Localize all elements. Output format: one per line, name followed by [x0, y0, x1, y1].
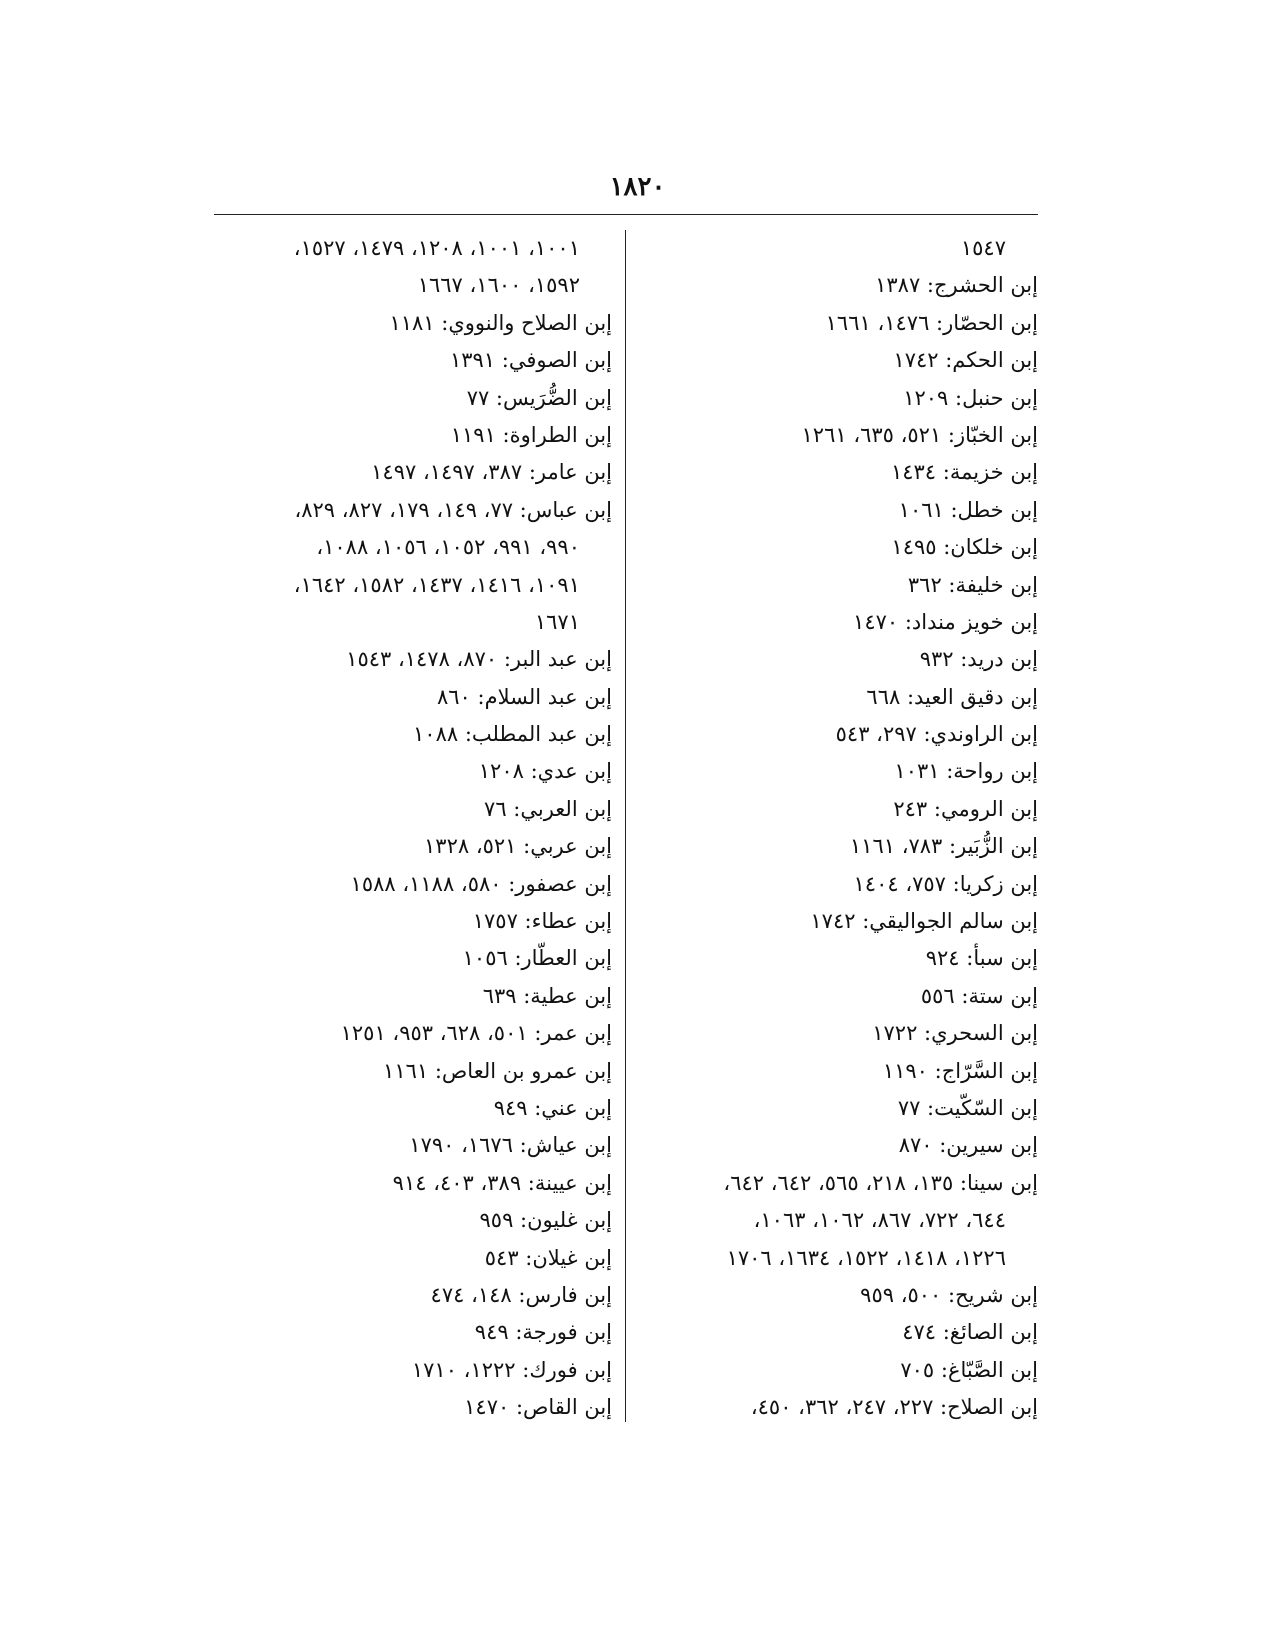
index-entry: إبن الصَّبّاغ: ٧٠٥: [900, 1357, 1038, 1382]
column-divider: [625, 230, 626, 1422]
index-entry: إبن زكريا: ٧٥٧، ١٤٠٤: [853, 871, 1038, 896]
index-entry: إبن السّكّيت: ٧٧: [897, 1095, 1038, 1120]
index-entry: إبن خويز منداد: ١٤٧٠: [853, 609, 1038, 634]
index-entry: إبن الضُّرَيس: ٧٧: [466, 385, 612, 410]
index-entry-continuation: ٦٤٤، ٧٢٢، ٨٦٧، ١٠٦٢، ١٠٦٣،: [753, 1208, 1006, 1233]
index-entry: إبن عمرو بن العاص: ١١٦١: [383, 1058, 612, 1083]
index-entry: إبن عطية: ٦٣٩: [482, 983, 612, 1008]
index-entry: إبن الرومي: ٢٤٣: [893, 796, 1038, 821]
index-entry-continuation: ١٦٧١: [534, 609, 580, 634]
header-rule: [214, 214, 1038, 215]
index-entry: إبن سالم الجواليقي: ١٧٤٢: [810, 909, 1038, 934]
index-entry: إبن الطراوة: ١١٩١: [450, 422, 612, 447]
index-entry-continuation: ١٠٩١، ١٤١٦، ١٤٣٧، ١٥٨٢، ١٦٤٢،: [293, 572, 580, 597]
index-entry: إبن عبد المطلب: ١٠٨٨: [413, 722, 612, 747]
index-entry: إبن غيلان: ٥٤٣: [484, 1245, 612, 1270]
index-entry: إبن الصائغ: ٤٧٤: [902, 1320, 1038, 1345]
index-entry: إبن الزُّبَير: ٧٨٣، ١١٦١: [849, 834, 1038, 859]
index-entry: إبن فارس: ١٤٨، ٤٧٤: [430, 1282, 612, 1307]
index-entry: إبن الخبّاز: ٥٢١، ٦٣٥، ١٢٦١: [801, 422, 1038, 447]
index-column-left: [210, 230, 612, 1427]
page-number: ١٨٢٠: [609, 172, 666, 202]
index-entry: إبن عمر: ٥٠١، ٦٢٨، ٩٥٣، ١٢٥١: [340, 1021, 612, 1046]
index-entry: إبن الحكم: ١٧٤٢: [893, 348, 1038, 373]
index-entry: إبن عامر: ٣٨٧، ١٤٩٧، ١٤٩٧: [371, 460, 612, 485]
index-column-right: [641, 230, 1038, 1427]
index-entry: إبن فورجة: ٩٤٩: [474, 1320, 612, 1345]
index-entry: إبن شريح: ٥٠٠، ٩٥٩: [860, 1282, 1038, 1307]
index-entry: إبن الصلاح: ٢٢٧، ٢٤٧، ٣٦٢، ٤٥٠،: [750, 1395, 1038, 1420]
index-entry: إبن عطاء: ١٧٥٧: [472, 909, 612, 934]
index-entry-continuation: ١٢٢٦، ١٤١٨، ١٥٢٢، ١٦٣٤، ١٧٠٦: [726, 1245, 1006, 1270]
index-entry: إبن غليون: ٩٥٩: [479, 1208, 612, 1233]
index-entry: إبن حنبل: ١٢٠٩: [903, 385, 1038, 410]
index-entry: إبن سينا: ١٣٥، ٢١٨، ٥٦٥، ٦٤٢، ٦٤٢،: [723, 1170, 1038, 1195]
index-entry: إبن خطل: ١٠٦١: [898, 497, 1038, 522]
index-entry: إبن الصلاح والنووي: ١١٨١: [389, 310, 612, 335]
index-entry: إبن الحشرج: ١٣٨٧: [875, 273, 1038, 298]
index-entry: إبن عبد السلام: ٨٦٠: [437, 684, 612, 709]
index-entry: إبن عياش: ١٦٧٦، ١٧٩٠: [409, 1133, 612, 1158]
index-entry: إبن خزيمة: ١٤٣٤: [890, 460, 1038, 485]
index-entry: إبن خليفة: ٣٦٢: [907, 572, 1038, 597]
index-entry: إبن السحري: ١٧٢٢: [872, 1021, 1038, 1046]
index-entry: إبن عدي: ١٢٠٨: [478, 759, 612, 784]
index-entry: إبن سيرين: ٨٧٠: [898, 1133, 1038, 1158]
index-entry: إبن الصوفي: ١٣٩١: [449, 348, 612, 373]
index-entry-continuation: ١٥٤٧: [960, 236, 1006, 260]
index-entry: إبن عيينة: ٣٨٩، ٤٠٣، ٩١٤: [392, 1170, 612, 1195]
index-entry: إبن العطّار: ١٠٥٦: [462, 946, 612, 971]
index-entry: إبن عربي: ٥٢١، ١٣٢٨: [424, 834, 612, 859]
index-entry-continuation: ١٥٩٢، ١٦٠٠، ١٦٦٧: [417, 273, 580, 298]
index-entry: إبن ستة: ٥٥٦: [920, 983, 1038, 1008]
index-entry-continuation: ٩٩٠، ٩٩١، ١٠٥٢، ١٠٥٦، ١٠٨٨،: [316, 535, 580, 560]
index-entry-continuation: ١٠٠١، ١٠٠١، ١٢٠٨، ١٤٧٩، ١٥٢٧،: [293, 236, 580, 260]
index-entry: إبن خلكان: ١٤٩٥: [891, 535, 1038, 560]
index-entry: إبن عباس: ٧٧، ١٤٩، ١٧٩، ٨٢٧، ٨٢٩،: [294, 497, 612, 522]
index-entry: إبن الراوندي: ٢٩٧، ٥٤٣: [835, 722, 1038, 747]
index-entry: إبن عصفور: ٥٨٠، ١١٨٨، ١٥٨٨: [350, 871, 612, 896]
index-entry: إبن دريد: ٩٣٢: [919, 647, 1038, 672]
index-entry: إبن عبد البر: ٨٧٠، ١٤٧٨، ١٥٤٣: [346, 647, 612, 672]
index-entry: إبن سبأ: ٩٢٤: [925, 946, 1038, 971]
index-entry: إبن دقيق العيد: ٦٦٨: [866, 684, 1038, 709]
index-entry: إبن رواحة: ١٠٣١: [894, 759, 1038, 784]
index-entry: إبن فورك: ١٢٢٢، ١٧١٠: [411, 1357, 612, 1382]
index-entry: إبن العربي: ٧٦: [484, 796, 612, 821]
index-entry: إبن عني: ٩٤٩: [493, 1095, 612, 1120]
index-entry: إبن الحصّار: ١٤٧٦، ١٦٦١: [825, 310, 1038, 335]
index-entry: إبن القاص: ١٤٧٠: [464, 1395, 612, 1420]
index-entry: إبن السَّرّاج: ١١٩٠: [882, 1058, 1038, 1083]
